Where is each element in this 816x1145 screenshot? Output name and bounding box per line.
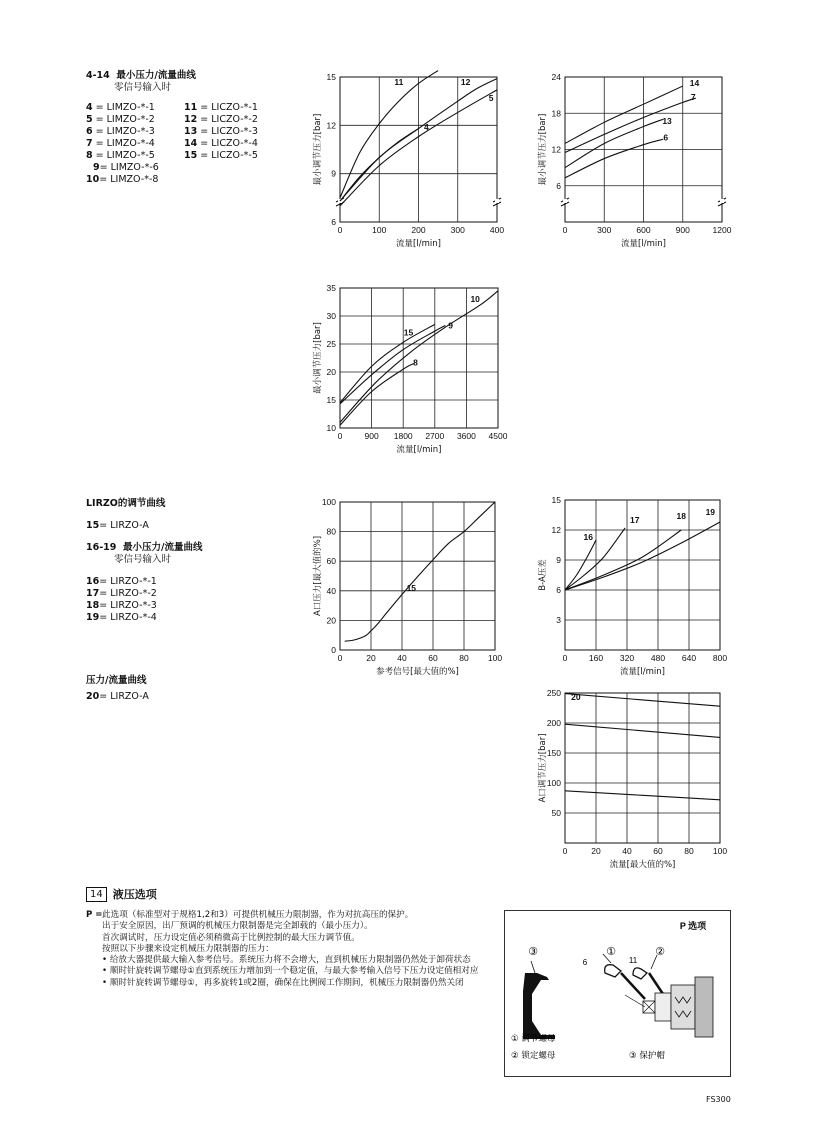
bullet-text: 顺时针旋转调节螺母①直到系统压力增加到一个稳定值，与最大参考输入信号下压力设定值相对应 — [109, 966, 479, 977]
heading-16-19 — [86, 542, 203, 554]
x-tick-label: 3600 — [456, 431, 476, 441]
y-tick-label: 15 — [551, 495, 561, 505]
legend-num: 7 — [86, 138, 93, 149]
curve-label: 10 — [470, 294, 480, 304]
curve-label: 7 — [690, 91, 696, 102]
x-tick-label: 100 — [487, 653, 503, 663]
legend-item: 8 = LIMZO-*-5 — [86, 150, 155, 161]
x-tick-label: 300 — [450, 225, 465, 235]
curve-label: 14 — [689, 78, 700, 89]
legend-label: LIMZO-*-5 — [106, 150, 155, 161]
legend-item: 7 = LIMZO-*-4 — [86, 138, 155, 149]
legend-num: 15 — [86, 520, 100, 531]
legend-num: 18 — [86, 600, 100, 611]
legend-num: 9 — [93, 162, 100, 173]
x-tick-label: 80 — [684, 846, 694, 856]
bullet-item: • 顺时针旋转调节螺母①直到系统压力增加到一个稳定值，与最大参考输入信号下压力设定值相对应 — [102, 966, 479, 977]
x-tick-label: 60 — [428, 653, 438, 663]
legend-num: 15 — [184, 150, 198, 161]
x-tick-label: 200 — [411, 225, 426, 235]
curve-label: 18 — [676, 511, 686, 521]
x-tick-label: 480 — [650, 653, 666, 663]
y-axis-label: A口压力[最大值的%] — [313, 535, 323, 617]
legend-lirzo — [86, 498, 203, 624]
section-14-heading — [86, 886, 157, 902]
legend-item: 14 = LICZO-*-4 — [184, 138, 258, 149]
x-axis-label: 流量[l/min] — [396, 239, 441, 249]
chart-c2 — [525, 65, 745, 264]
legend-label: LIMZO-*-3 — [106, 126, 155, 137]
legend-num: 5 — [86, 114, 93, 125]
y-tick-label: 6 — [556, 585, 561, 595]
y-tick-label: 100 — [321, 497, 336, 507]
legend-20 — [86, 675, 149, 703]
x-tick-label: 4500 — [488, 431, 508, 441]
legend-item: 19= LIRZO-*-4 — [86, 612, 157, 623]
paragraph-line: 按照以下步骤来设定机械压力限制器的压力： — [102, 943, 274, 954]
legend-label: LIRZO-*-2 — [110, 588, 157, 599]
x-tick-label: 0 — [337, 225, 343, 235]
legend-num: 17 — [86, 588, 100, 599]
y-tick-label: 9 — [556, 555, 561, 565]
curve-label: 4 — [423, 122, 429, 133]
legend-item: 15= LIRZO-A — [86, 520, 149, 531]
y-tick-label: 18 — [551, 108, 561, 119]
legend-label: LICZO-*-1 — [211, 102, 258, 113]
legend-label: LIRZO-*-1 — [110, 576, 157, 587]
curve-label: 5 — [488, 93, 494, 104]
x-tick-label: 600 — [636, 225, 651, 235]
y-axis-label: B-A压差 — [538, 559, 548, 591]
y-tick-label: 60 — [326, 556, 336, 567]
chart-c4 — [300, 492, 515, 688]
p-option-text — [86, 910, 486, 989]
legend-grid-4-14 — [86, 102, 294, 186]
x-tick-label: 800 — [712, 653, 728, 663]
legend-num: 12 — [184, 114, 198, 125]
heading-num: 16-19 — [86, 542, 117, 553]
legend-item: 10= LIMZO-*-8 — [86, 174, 159, 185]
chart-c6-svg — [525, 685, 745, 877]
y-tick-label: 30 — [326, 311, 336, 321]
x-tick-label: 100 — [372, 225, 387, 235]
legend-item: 18= LIRZO-*-3 — [86, 600, 157, 611]
bullet-item: • 顺时针旋转调节螺母①，再多旋转1或2圈，确保在比例阀工作期间，机械压力限制器仍然关闭 — [102, 977, 464, 988]
legend-label: LIMZO-*-6 — [110, 162, 159, 173]
heading-lirzo: LIRZO的调节曲线 — [86, 498, 166, 509]
series-line-10 — [340, 291, 498, 423]
callout-1: ① — [606, 945, 616, 958]
x-tick-label: 0 — [562, 225, 568, 235]
subheading-16-19: 零信号输入时 — [114, 554, 172, 565]
x-tick-label: 900 — [675, 225, 690, 235]
bullet-item: • 给放大器提供最大输入参考信号。系统压力将不会增大，直到机械压力限制器仍然处于卸荷状态 — [102, 955, 471, 966]
x-tick-label: 100 — [712, 846, 728, 856]
legend-item: 13 = LICZO-*-3 — [184, 126, 258, 137]
y-tick-label: 50 — [551, 808, 561, 818]
paragraph-line: 首次调试时，压力设定值必须稍微高于比例控制的最大压力调节值。 — [102, 932, 360, 943]
y-tick-label: 10 — [326, 423, 336, 433]
callout-11: 11 — [628, 956, 638, 965]
x-axis-label: 参考信号[最大值的%] — [376, 667, 459, 677]
legend-item: 11 = LICZO-*-1 — [184, 102, 258, 113]
y-tick-label: 35 — [326, 283, 336, 293]
section-number: 14 — [86, 887, 107, 902]
y-tick-label: 100 — [546, 778, 561, 788]
plot-frame — [565, 500, 720, 650]
axis-break-gap — [720, 199, 724, 203]
legend-num: 16 — [86, 576, 100, 587]
series-line-17 — [565, 528, 625, 590]
p-option-lead: P = — [86, 910, 103, 920]
series-line-unnamed — [565, 724, 720, 737]
chart-c3 — [300, 278, 525, 474]
curve-label: 16 — [583, 532, 593, 542]
curve-label: 8 — [413, 357, 418, 368]
chart-c4-svg — [300, 492, 515, 684]
x-axis-label: 流量[最大值的%] — [609, 860, 676, 870]
series-line-7 — [565, 98, 696, 152]
curve-label: 20 — [571, 692, 581, 703]
axis-break-gap — [563, 199, 567, 203]
x-tick-label: 1200 — [712, 225, 732, 235]
x-tick-label: 1800 — [393, 431, 413, 441]
x-tick-label: 0 — [337, 653, 343, 663]
legend-num: 14 — [184, 138, 198, 149]
curve-label: 17 — [630, 515, 640, 525]
axis-break-gap — [495, 199, 499, 203]
y-tick-label: 24 — [551, 72, 561, 82]
wrench-icon — [603, 954, 645, 999]
legend-item: 20= LIRZO-A — [86, 691, 149, 702]
chart-c6 — [525, 685, 745, 881]
page-code: FS300 — [706, 1095, 731, 1104]
y-tick-label: 200 — [546, 718, 561, 728]
legend-label: LICZO-*-4 — [211, 138, 258, 149]
y-tick-label: 0 — [331, 645, 336, 655]
bullet-text: 给放大器提供最大输入参考信号。系统压力将不会增大，直到机械压力限制器仍然处于卸荷状态 — [109, 955, 471, 966]
y-tick-label: 12 — [551, 144, 561, 155]
valve-body-drawing — [625, 977, 713, 1037]
y-tick-label: 15 — [326, 72, 336, 82]
legend-num: 4 — [86, 102, 93, 113]
heading-4-14 — [86, 70, 294, 82]
callout-6: 6 — [582, 958, 588, 967]
x-tick-label: 2700 — [425, 431, 445, 441]
x-tick-label: 640 — [681, 653, 697, 663]
heading-text: 最小压力/流量曲线 — [116, 70, 196, 81]
figure-legend-lock-nut: ② 锁定螺母 — [511, 1051, 556, 1061]
x-tick-label: 160 — [588, 653, 604, 663]
paragraph-line: 出于安全原因，出厂预调的机械压力限制器是完全卸载的（最小压力）。 — [102, 921, 373, 932]
heading-text: 最小压力/流量曲线 — [123, 542, 203, 553]
legend-label: LIMZO-*-1 — [106, 102, 155, 113]
legend-num: 6 — [86, 126, 93, 137]
bullet-text: 顺时针旋转调节螺母①，再多旋转1或2圈，确保在比例阀工作期间，机械压力限制器仍然关闭 — [109, 977, 464, 988]
y-tick-label: 80 — [326, 526, 336, 537]
legend-item: 5 = LIMZO-*-2 — [86, 114, 155, 125]
chart-c5 — [525, 492, 745, 688]
section-14-body — [86, 910, 486, 989]
legend-label: LICZO-*-2 — [211, 114, 258, 125]
x-tick-label: 60 — [653, 846, 663, 856]
p-option-figure — [504, 910, 731, 1077]
section-title: 液压选项 — [112, 888, 157, 901]
legend-item: 15 = LICZO-*-5 — [184, 150, 258, 161]
y-tick-label: 3 — [556, 615, 561, 625]
paragraph-line: 此选项（标准型对于规格1,2和3）可提供机械压力限制器，作为对抗高压的保护。 — [102, 910, 414, 920]
y-tick-label: 40 — [326, 585, 336, 596]
chart-c3-svg — [300, 278, 525, 470]
legend-label: LIMZO-*-4 — [106, 138, 155, 149]
y-tick-label: 12 — [326, 120, 336, 131]
x-tick-label: 300 — [597, 225, 612, 235]
series-line-8 — [340, 364, 414, 426]
curve-label: 6 — [663, 132, 669, 143]
y-tick-label: 15 — [326, 395, 336, 405]
x-tick-label: 320 — [619, 653, 635, 663]
curve-label: 11 — [394, 77, 404, 88]
curve-label: 12 — [460, 77, 471, 88]
legend-label: LIRZO-*-3 — [110, 600, 157, 611]
legend-num: 20 — [86, 691, 100, 702]
chart-c1 — [300, 65, 520, 264]
x-tick-label: 0 — [562, 846, 568, 856]
figure-legend-cap: ③ 保护帽 — [629, 1051, 665, 1061]
callout-3: ③ — [528, 945, 538, 958]
p-option-illustration — [505, 911, 730, 1076]
legend-4-14 — [86, 70, 294, 186]
series-line-11 — [340, 71, 438, 198]
legend-label: LIRZO-A — [110, 691, 149, 702]
figure-title: P 选项 — [679, 921, 707, 931]
y-tick-label: 6 — [556, 180, 561, 191]
legend-num: 11 — [184, 102, 198, 113]
series-line-unnamed — [565, 791, 720, 800]
legend-label: LIMZO-*-2 — [106, 114, 155, 125]
x-tick-label: 400 — [489, 225, 505, 235]
y-tick-label: 25 — [326, 339, 336, 349]
legend-item: 4 = LIMZO-*-1 — [86, 102, 155, 113]
x-tick-label: 900 — [364, 431, 379, 441]
y-axis-label: 最小调节压力[bar] — [313, 113, 323, 186]
legend-item: 12 = LICZO-*-2 — [184, 114, 258, 125]
x-tick-label: 20 — [591, 846, 601, 856]
series-line-16 — [565, 540, 596, 590]
x-tick-label: 0 — [562, 653, 568, 663]
legend-num: 19 — [86, 612, 100, 623]
legend-num: 8 — [86, 150, 93, 161]
x-tick-label: 20 — [366, 653, 376, 663]
series-line-20 — [565, 694, 720, 707]
chart-c1-svg — [300, 65, 520, 260]
figure-legend-adjust-nut: ① 调节螺母 — [511, 1034, 556, 1044]
y-tick-label: 150 — [546, 748, 561, 758]
y-axis-label: 最小调节压力[bar] — [313, 322, 323, 394]
chart-c2-svg — [525, 65, 745, 260]
plot-frame — [565, 693, 720, 843]
y-tick-label: 20 — [326, 367, 336, 377]
legend-label: LICZO-*-5 — [211, 150, 258, 161]
legend-label: LIRZO-A — [110, 520, 149, 531]
x-tick-label: 40 — [397, 653, 407, 663]
y-axis-label: 最小调节压力[bar] — [538, 113, 548, 186]
protective-cap-drawing — [523, 961, 555, 1039]
y-tick-label: 250 — [546, 688, 561, 698]
curve-label: 15 — [403, 327, 414, 338]
x-axis-label: 流量[l/min] — [621, 239, 666, 249]
y-tick-label: 12 — [551, 525, 561, 535]
x-tick-label: 40 — [622, 846, 632, 856]
subheading-4-14: 零信号输入时 — [114, 82, 172, 93]
curve-label: 9 — [448, 320, 453, 331]
legend-num: 13 — [184, 126, 198, 137]
x-tick-label: 80 — [459, 653, 469, 663]
curve-label: 19 — [705, 507, 716, 517]
legend-item: 16= LIRZO-*-1 — [86, 576, 157, 587]
y-tick-label: 9 — [331, 168, 336, 179]
y-axis-label: A口调节压力[bar] — [538, 733, 548, 803]
chart-c5-svg — [525, 492, 745, 684]
x-axis-label: 流量[l/min] — [396, 445, 442, 455]
curve-label: 15 — [406, 582, 417, 593]
legend-item: 9= LIMZO-*-6 — [93, 162, 159, 173]
callout-2: ② — [655, 945, 665, 958]
legend-label: LICZO-*-3 — [211, 126, 258, 137]
heading-pressure-flow: 压力/流量曲线 — [86, 675, 147, 686]
x-axis-label: 流量[l/min] — [620, 667, 665, 677]
legend-label: LIRZO-*-4 — [110, 612, 157, 623]
y-tick-label: 20 — [326, 615, 336, 626]
series-line-9 — [340, 326, 445, 404]
x-tick-label: 0 — [337, 431, 343, 441]
y-tick-label: 6 — [331, 217, 336, 227]
legend-label: LIMZO-*-8 — [110, 174, 159, 185]
curve-label: 13 — [662, 116, 672, 127]
legend-item: 17= LIRZO-*-2 — [86, 588, 157, 599]
legend-num: 10 — [86, 174, 100, 185]
heading-num: 4-14 — [86, 70, 110, 81]
legend-item: 6 = LIMZO-*-3 — [86, 126, 155, 137]
